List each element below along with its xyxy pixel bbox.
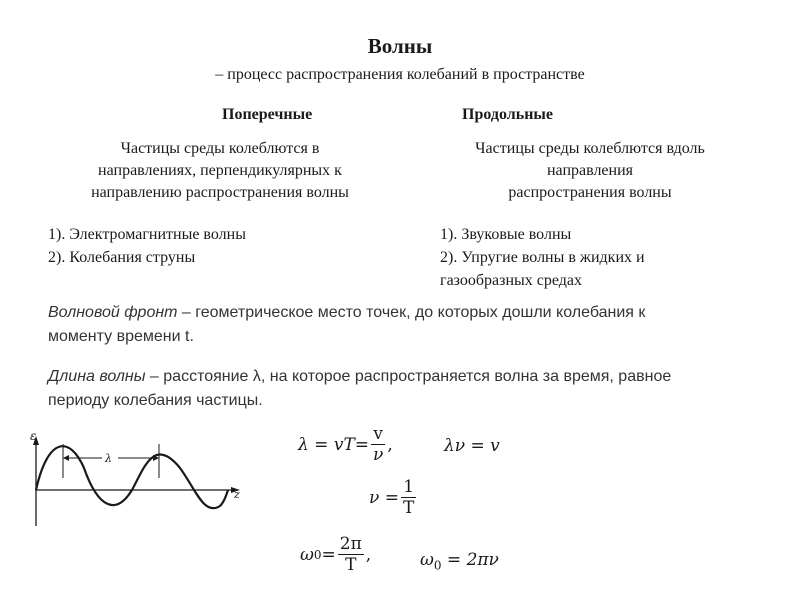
page-subtitle: – процесс распространения колебаний в пространстве [215, 66, 585, 83]
fraction-numerator: v [371, 424, 385, 445]
wavelength-definition [48, 365, 768, 413]
wavefront-definition [48, 301, 768, 349]
longitudinal-heading: Продольные [462, 106, 554, 123]
transverse-description-line: направлениях, перпендикулярных к [98, 162, 342, 179]
formula-velocity [444, 436, 500, 456]
transverse-heading: Поперечные [222, 106, 313, 123]
lambda-label: λ [105, 452, 112, 465]
fraction [401, 477, 416, 518]
transverse-description [40, 138, 400, 204]
formula-frequency [369, 477, 418, 518]
formula-lhs: ν = [369, 487, 399, 508]
formula-omega: ω [300, 544, 314, 565]
wavefront-text-line2: моменту времени t. [48, 328, 194, 345]
transverse-examples [48, 223, 246, 269]
wavelength-term: Длина волны [48, 368, 146, 385]
list-item: 2). Упругие волны в жидких и [440, 249, 645, 266]
fraction-numerator: 1 [401, 477, 416, 498]
formula-equals: = [321, 544, 336, 565]
formula-lhs: λ = v [298, 434, 344, 455]
longitudinal-description-line: направления [546, 162, 634, 179]
formula-subscript: 0 [433, 558, 442, 573]
formula-period: T [343, 434, 355, 455]
wave-graph [20, 428, 250, 528]
formula-equals: = [354, 434, 370, 455]
list-item: 1). Звуковые волны [440, 226, 572, 243]
y-axis-label: ε [30, 429, 37, 443]
formula-subscript: 0 [313, 547, 322, 562]
lambda-left-arrow-icon [63, 455, 69, 461]
longitudinal-description-line: распространения волны [508, 184, 672, 201]
fraction-denominator: T [402, 498, 415, 518]
wavelength-text-line2: периоду колебания частицы. [48, 392, 263, 409]
list-item: газообразных средах [440, 272, 582, 289]
transverse-description-line: направлению распространения волны [91, 184, 349, 201]
formula-angular-frequency-nu [420, 550, 499, 572]
wavelength-text: – расстояние λ, на которое распространяется волна за время, равное [145, 368, 672, 385]
formula-comma: , [387, 434, 393, 455]
formula-text: λν = v [444, 436, 500, 456]
formula-angular-frequency [300, 534, 371, 575]
formula-rhs: = 2πν [441, 550, 499, 570]
fraction-denominator: T [345, 555, 357, 575]
formula-comma: , [365, 544, 372, 565]
fraction [371, 424, 385, 465]
fraction-numerator: 2π [339, 534, 362, 554]
fraction-denominator: ν [373, 445, 384, 465]
wavefront-text: – геометрическое место точек, до которых дошли колебания к [177, 304, 646, 321]
longitudinal-description [430, 138, 750, 204]
longitudinal-description-line: Частицы среды колеблются вдоль [475, 140, 705, 157]
transverse-description-line: Частицы среды колеблются в [120, 140, 320, 157]
formula-wavelength [298, 424, 393, 465]
page-title: Волны [367, 34, 433, 58]
wave-curve [36, 446, 228, 508]
x-axis-label: z [234, 488, 240, 501]
list-item: 1). Электромагнитные волны [48, 226, 246, 243]
fraction [338, 534, 364, 575]
wavefront-term: Волновой фронт [48, 304, 178, 321]
longitudinal-examples [440, 223, 645, 292]
list-item: 2). Колебания струны [48, 249, 196, 266]
formula-omega: ω [420, 550, 434, 570]
